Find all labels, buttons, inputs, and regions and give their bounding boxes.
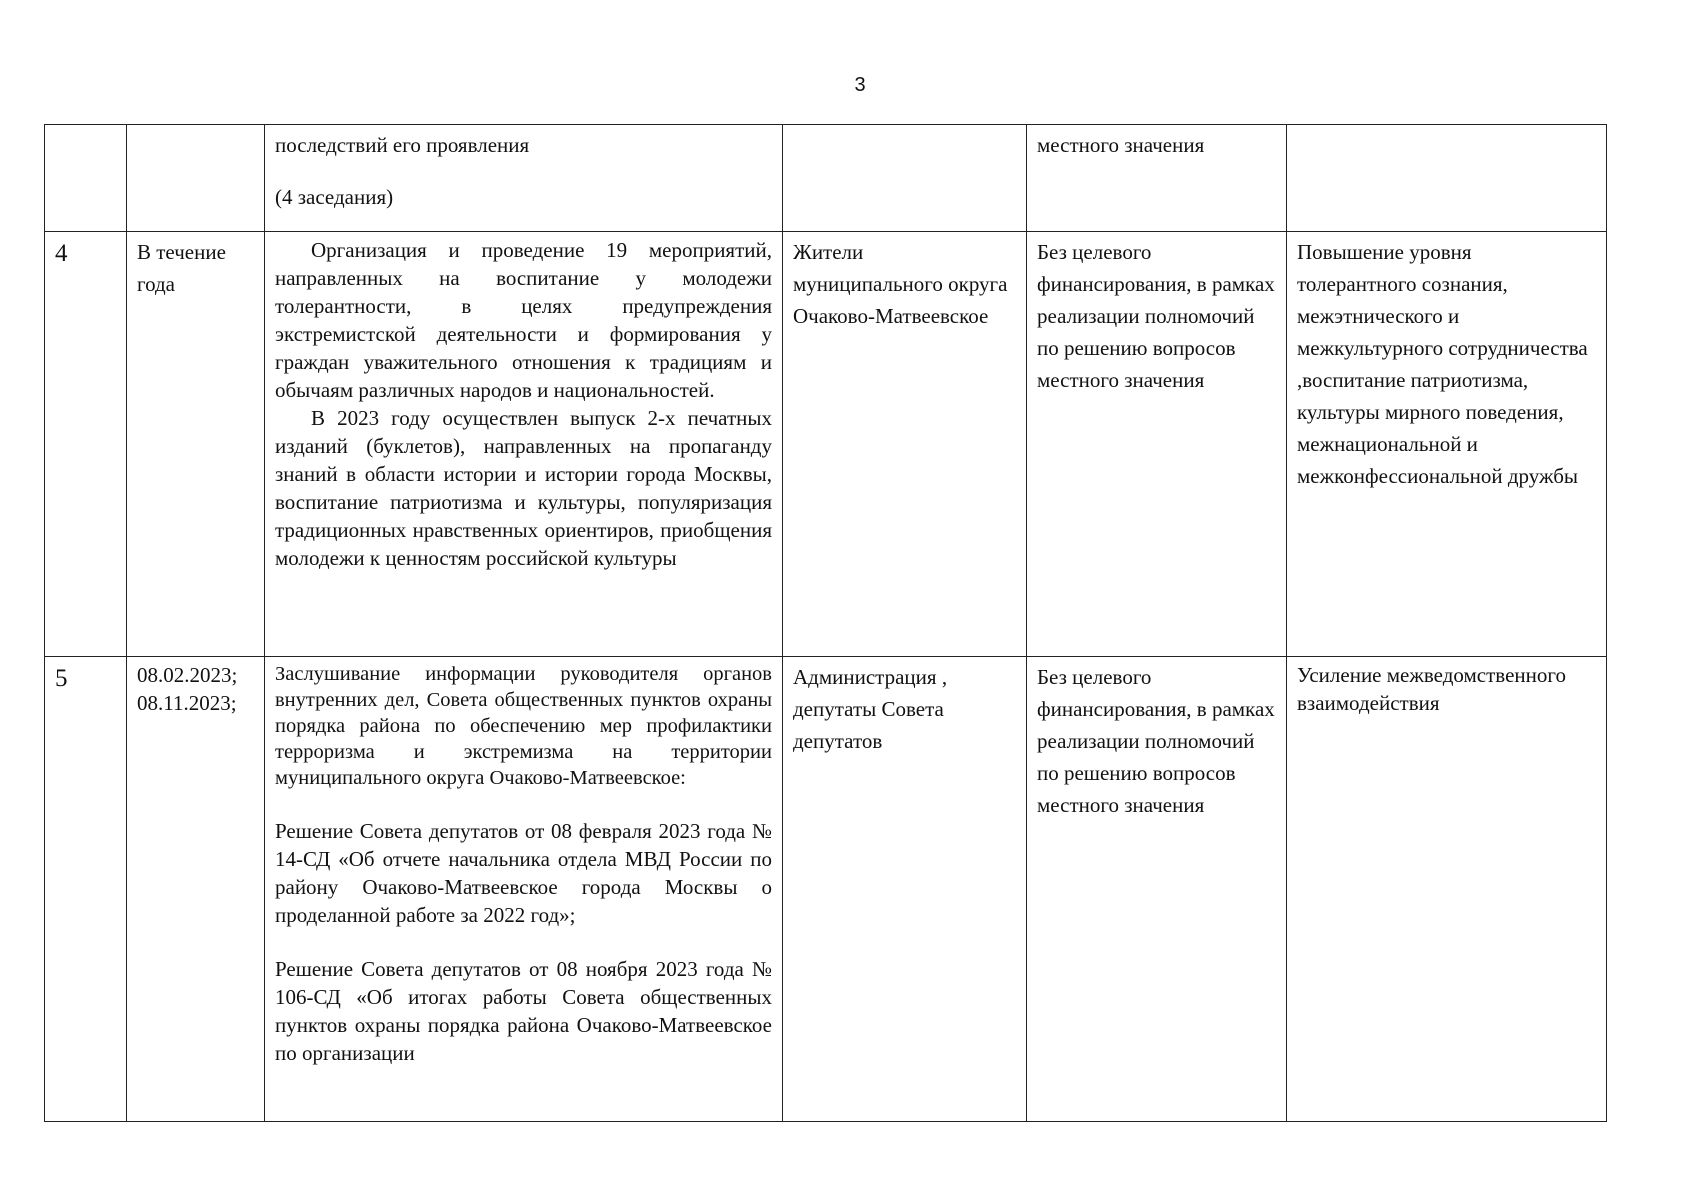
financing-cell: местного значения: [1027, 125, 1287, 232]
table-row: [45, 232, 1607, 657]
date-cell: В течение года: [127, 232, 265, 657]
activity-paragraph: Решение Совета депутатов от 08 февраля 2023 года № 14-СД «Об отчете начальника отдела МВД России по району Очаково-Матвеевское города Москвы о проделанной работе за 2022 год»;: [275, 819, 772, 927]
activity-cell: [265, 232, 783, 657]
row-number-cell: 5: [45, 657, 127, 1122]
date-cell: 08.02.2023; 08.11.2023;: [127, 657, 265, 1122]
activity-cell: [265, 125, 783, 232]
row-number-cell: 4: [45, 232, 127, 657]
date-cell: [127, 125, 265, 232]
financing-cell: Без целевого финансирования, в рамках реализации полномочий по решению вопросов местного значения: [1027, 657, 1287, 1122]
row-number-cell: [45, 125, 127, 232]
participants-cell: Администрация , депутаты Совета депутатов: [783, 657, 1027, 1122]
table-row: [45, 657, 1607, 1122]
activity-paragraph: Решение Совета депутатов от 08 ноября 2023 года № 106-СД «Об итогах работы Совета общественных пунктов охраны порядка района Очаково-Матвеевское по организации: [275, 957, 772, 1065]
participants-cell: Жители муниципального округа Очаково-Матвеевское: [783, 232, 1027, 657]
activity-paragraph: последствий его проявления: [275, 133, 530, 157]
activity-paragraph: В 2023 году осуществлен выпуск 2-х печатных изданий (буклетов), направленных на пропаганду знаний в области истории и истории города Москвы, воспитание патриотизма и культуры, популяризация традиционных нравственных ориентиров, приобщения молодежи к ценностям российской культуры: [275, 406, 772, 570]
result-cell: [1287, 125, 1607, 232]
financing-cell: Без целевого финансирования, в рамках реализации полномочий по решению вопросов местного значения: [1027, 232, 1287, 657]
activity-paragraph: Организация и проведение 19 мероприятий, направленных на воспитание у молодежи толерантности, в целях предупреждения экстремистской деятельности и формирования у граждан уважительного отношения к традициям и обычаям различных народов и национальностей.: [275, 238, 772, 402]
table-row: [45, 125, 1607, 232]
activity-paragraph: Заслушивание информации руководителя органов внутренних дел, Совета общественных пунктов охраны порядка района по обеспечению мер профилактики терроризма и экстремизма на территории муниципального округа Очаково-Матвеевское:: [275, 663, 772, 789]
activity-paragraph: (4 заседания): [275, 185, 394, 209]
activity-cell: [265, 657, 783, 1122]
page-number: 3: [854, 74, 866, 96]
result-cell: Повышение уровня толерантного сознания, межэтнического и межкультурного сотрудничества ,воспитание патриотизма, культуры мирного поведения, межнациональной и межконфессиональной дружбы: [1287, 232, 1607, 657]
plan-table: [44, 124, 1607, 1122]
participants-cell: [783, 125, 1027, 232]
result-cell: Усиление межведомственного взаимодействия: [1287, 657, 1607, 1122]
